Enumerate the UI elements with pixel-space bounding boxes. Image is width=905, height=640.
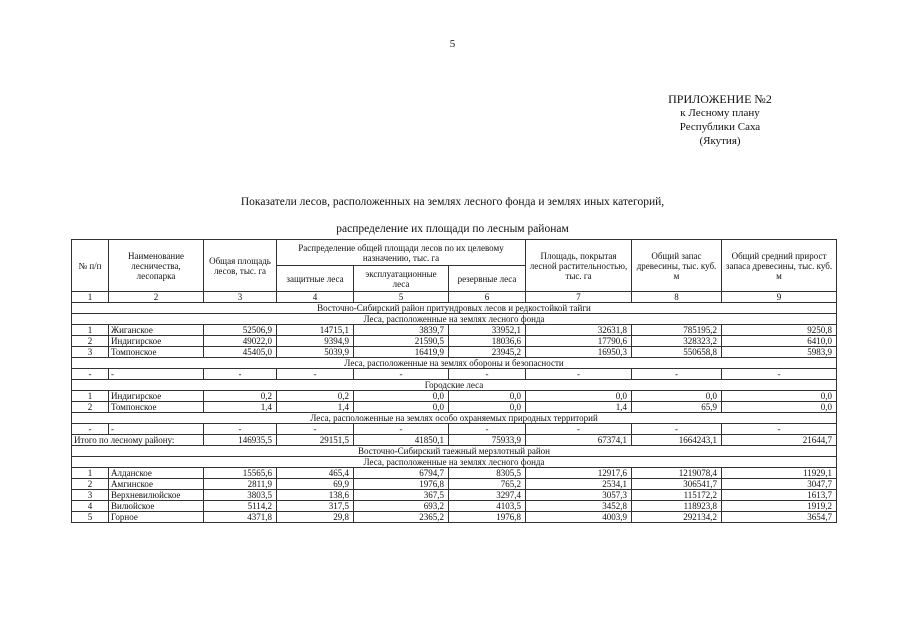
document-title: Показатели лесов, расположенных на землях лесного фонда и землях иных категорий,	[240, 196, 665, 208]
table-cell: 0,2	[277, 391, 354, 402]
appendix-title: ПРИЛОЖЕНИЕ №2	[668, 92, 772, 106]
section-title: Восточно-Сибирский район притундровых лесов и редкостойкой тайги	[72, 303, 837, 314]
table-cell: 1976,8	[449, 512, 526, 523]
table-row	[72, 468, 837, 479]
column-number: 2	[109, 292, 204, 303]
table-cell: 4371,8	[204, 512, 277, 523]
section-title: Городские леса	[72, 380, 837, 391]
table-cell: 550658,8	[632, 347, 722, 358]
table-row	[72, 501, 837, 512]
section-title: Леса, расположенные на землях особо охраняемых природных территорий	[72, 413, 837, 424]
table-cell: 65,9	[632, 402, 722, 413]
table-cell: 367,5	[354, 490, 449, 501]
column-number: 9	[722, 292, 837, 303]
table-cell: 5114,2	[204, 501, 277, 512]
column-number: 6	[449, 292, 526, 303]
table-cell: -	[354, 424, 449, 435]
table-cell: 1,4	[277, 402, 354, 413]
appendix-line: (Якутия)	[699, 135, 741, 147]
table-cell: 465,4	[277, 468, 354, 479]
table-cell: 45405,0	[204, 347, 277, 358]
forestry-name: -	[109, 369, 204, 380]
table-cell: 16950,3	[526, 347, 632, 358]
table-cell: 328323,2	[632, 336, 722, 347]
table-cell: 1613,7	[722, 490, 837, 501]
table-cell: 2811,9	[204, 479, 277, 490]
table-cell: 1,4	[204, 402, 277, 413]
row-number: 2	[72, 336, 109, 347]
table-cell: 3803,5	[204, 490, 277, 501]
table-row	[72, 424, 837, 435]
table-row	[72, 347, 837, 358]
section-title: Леса, расположенные на землях обороны и безопасности	[72, 358, 837, 369]
table-cell: -	[526, 424, 632, 435]
table-cell: 0,0	[449, 391, 526, 402]
table-cell: -	[354, 369, 449, 380]
table-row	[72, 512, 837, 523]
table-cell: -	[722, 424, 837, 435]
section-row	[72, 314, 837, 325]
section-row	[72, 358, 837, 369]
page-number: 5	[449, 38, 456, 50]
table-cell: 0,0	[354, 402, 449, 413]
table-cell: 16419,9	[354, 347, 449, 358]
total-cell: 21644,7	[722, 435, 837, 446]
table-cell: 4103,5	[449, 501, 526, 512]
header-protective: защитные леса	[277, 266, 354, 292]
forestry-name: Верхневилюйское	[109, 490, 204, 501]
total-cell: 41850,1	[354, 435, 449, 446]
table-cell: 29,8	[277, 512, 354, 523]
appendix-line: к Лесному плану	[680, 107, 760, 119]
table-body	[72, 303, 837, 523]
table-cell: 0,0	[449, 402, 526, 413]
total-cell: 67374,1	[526, 435, 632, 446]
forestry-name: Вилюйское	[109, 501, 204, 512]
header-exploitation: эксплуатационные леса	[354, 266, 449, 292]
total-label: Итого по лесному району:	[72, 435, 204, 446]
table-cell: 115172,2	[632, 490, 722, 501]
header-covered-area: Площадь, покрытая лесной растительностью, тыс. га	[526, 240, 632, 292]
section-title: Восточно-Сибирский таежный мерзлотный район	[72, 446, 837, 457]
section-row	[72, 380, 837, 391]
table-cell: 3654,7	[722, 512, 837, 523]
table-row	[72, 479, 837, 490]
row-number: -	[72, 369, 109, 380]
table-cell: 292134,2	[632, 512, 722, 523]
table-cell: 32631,8	[526, 325, 632, 336]
forestry-name: Амгинское	[109, 479, 204, 490]
table-cell: 2365,2	[354, 512, 449, 523]
row-number: 5	[72, 512, 109, 523]
table-cell: 9394,9	[277, 336, 354, 347]
table-cell: 0,0	[722, 402, 837, 413]
table-cell: 1,4	[526, 402, 632, 413]
table-cell: -	[204, 424, 277, 435]
total-row	[72, 435, 837, 446]
table-cell: -	[449, 424, 526, 435]
row-number: 2	[72, 479, 109, 490]
row-number: -	[72, 424, 109, 435]
table-cell: 3297,4	[449, 490, 526, 501]
table-cell: -	[526, 369, 632, 380]
table-cell: 5039,9	[277, 347, 354, 358]
table-cell: 33952,1	[449, 325, 526, 336]
table-cell: 3839,7	[354, 325, 449, 336]
forestry-name: Жиганское	[109, 325, 204, 336]
table-cell: 15565,6	[204, 468, 277, 479]
table-row	[72, 402, 837, 413]
appendix-block	[620, 92, 820, 148]
table-cell: 18036,6	[449, 336, 526, 347]
table-cell: -	[277, 424, 354, 435]
row-number: 3	[72, 347, 109, 358]
header-total-area: Общая площадь лесов, тыс. га	[204, 240, 277, 292]
table-cell: 17790,6	[526, 336, 632, 347]
total-cell: 1664243,1	[632, 435, 722, 446]
row-number: 1	[72, 391, 109, 402]
table-cell: 4003,9	[526, 512, 632, 523]
table-cell: 3057,3	[526, 490, 632, 501]
total-cell: 146935,5	[204, 435, 277, 446]
table-cell: -	[277, 369, 354, 380]
section-row	[72, 303, 837, 314]
document-subtitle: распределение их площади по лесным районам	[336, 223, 569, 235]
table-cell: -	[632, 369, 722, 380]
table-cell: 1976,8	[354, 479, 449, 490]
column-number: 8	[632, 292, 722, 303]
table-cell: 5983,9	[722, 347, 837, 358]
header-reserve: резервные леса	[449, 266, 526, 292]
table-cell: -	[449, 369, 526, 380]
section-title: Леса, расположенные на землях лесного фонда	[72, 314, 837, 325]
table-cell: 1219078,4	[632, 468, 722, 479]
table-cell: 12917,6	[526, 468, 632, 479]
header-distribution: Распределение общей площади лесов по их целевому назначению, тыс. га	[277, 240, 526, 266]
total-cell: 29151,5	[277, 435, 354, 446]
table-cell: -	[632, 424, 722, 435]
forestry-name: Индигирское	[109, 336, 204, 347]
row-number: 1	[72, 468, 109, 479]
table-cell: 0,0	[354, 391, 449, 402]
table-cell: 23945,2	[449, 347, 526, 358]
table-cell: 306541,7	[632, 479, 722, 490]
forestry-name: Индигирское	[109, 391, 204, 402]
section-row	[72, 457, 837, 468]
table-cell: 14715,1	[277, 325, 354, 336]
table-cell: 118923,8	[632, 501, 722, 512]
forestry-name: Томпонское	[109, 402, 204, 413]
forest-indicators-table	[71, 239, 837, 523]
total-cell: 75933,9	[449, 435, 526, 446]
table-cell: 3047,7	[722, 479, 837, 490]
table-cell: -	[722, 369, 837, 380]
section-title: Леса, расположенные на землях лесного фонда	[72, 457, 837, 468]
column-number-row	[72, 292, 837, 303]
header-stock: Общий запас древесины, тыс. куб. м	[632, 240, 722, 292]
table-row	[72, 369, 837, 380]
table-cell: 6794,7	[354, 468, 449, 479]
table-cell: 765,2	[449, 479, 526, 490]
table-row	[72, 336, 837, 347]
column-number: 3	[204, 292, 277, 303]
table-cell: 0,2	[204, 391, 277, 402]
section-row	[72, 446, 837, 457]
column-number: 4	[277, 292, 354, 303]
table-cell: 52506,9	[204, 325, 277, 336]
row-number: 2	[72, 402, 109, 413]
header-name: Наименование лесничества, лесопарка	[109, 240, 204, 292]
header-num: № п/п	[72, 240, 109, 292]
column-number: 1	[72, 292, 109, 303]
forestry-name: -	[109, 424, 204, 435]
table-cell: 9250,8	[722, 325, 837, 336]
table-cell: 317,5	[277, 501, 354, 512]
appendix-line: Республики Саха	[679, 121, 761, 133]
row-number: 4	[72, 501, 109, 512]
table-row	[72, 325, 837, 336]
section-row	[72, 413, 837, 424]
row-number: 1	[72, 325, 109, 336]
forestry-name: Томпонское	[109, 347, 204, 358]
column-number: 5	[354, 292, 449, 303]
table-cell: 8305,5	[449, 468, 526, 479]
table-cell: 3452,8	[526, 501, 632, 512]
row-number: 3	[72, 490, 109, 501]
table-row	[72, 391, 837, 402]
table-row	[72, 490, 837, 501]
table-cell: 1919,2	[722, 501, 837, 512]
table-cell: 6410,0	[722, 336, 837, 347]
table-cell: 785195,2	[632, 325, 722, 336]
column-number: 7	[526, 292, 632, 303]
table-cell: 69,9	[277, 479, 354, 490]
table-cell: 0,0	[632, 391, 722, 402]
forestry-name: Горное	[109, 512, 204, 523]
table-cell: 2534,1	[526, 479, 632, 490]
table-cell: 0,0	[526, 391, 632, 402]
table-cell: 49022,0	[204, 336, 277, 347]
table-cell: 138,6	[277, 490, 354, 501]
table-cell: 0,0	[722, 391, 837, 402]
forestry-name: Алданское	[109, 468, 204, 479]
table-cell: 11929,1	[722, 468, 837, 479]
table-cell: 21590,5	[354, 336, 449, 347]
table-cell: 693,2	[354, 501, 449, 512]
table-cell: -	[204, 369, 277, 380]
header-growth: Общий средний прирост запаса древесины, тыс. куб. м	[722, 240, 837, 292]
